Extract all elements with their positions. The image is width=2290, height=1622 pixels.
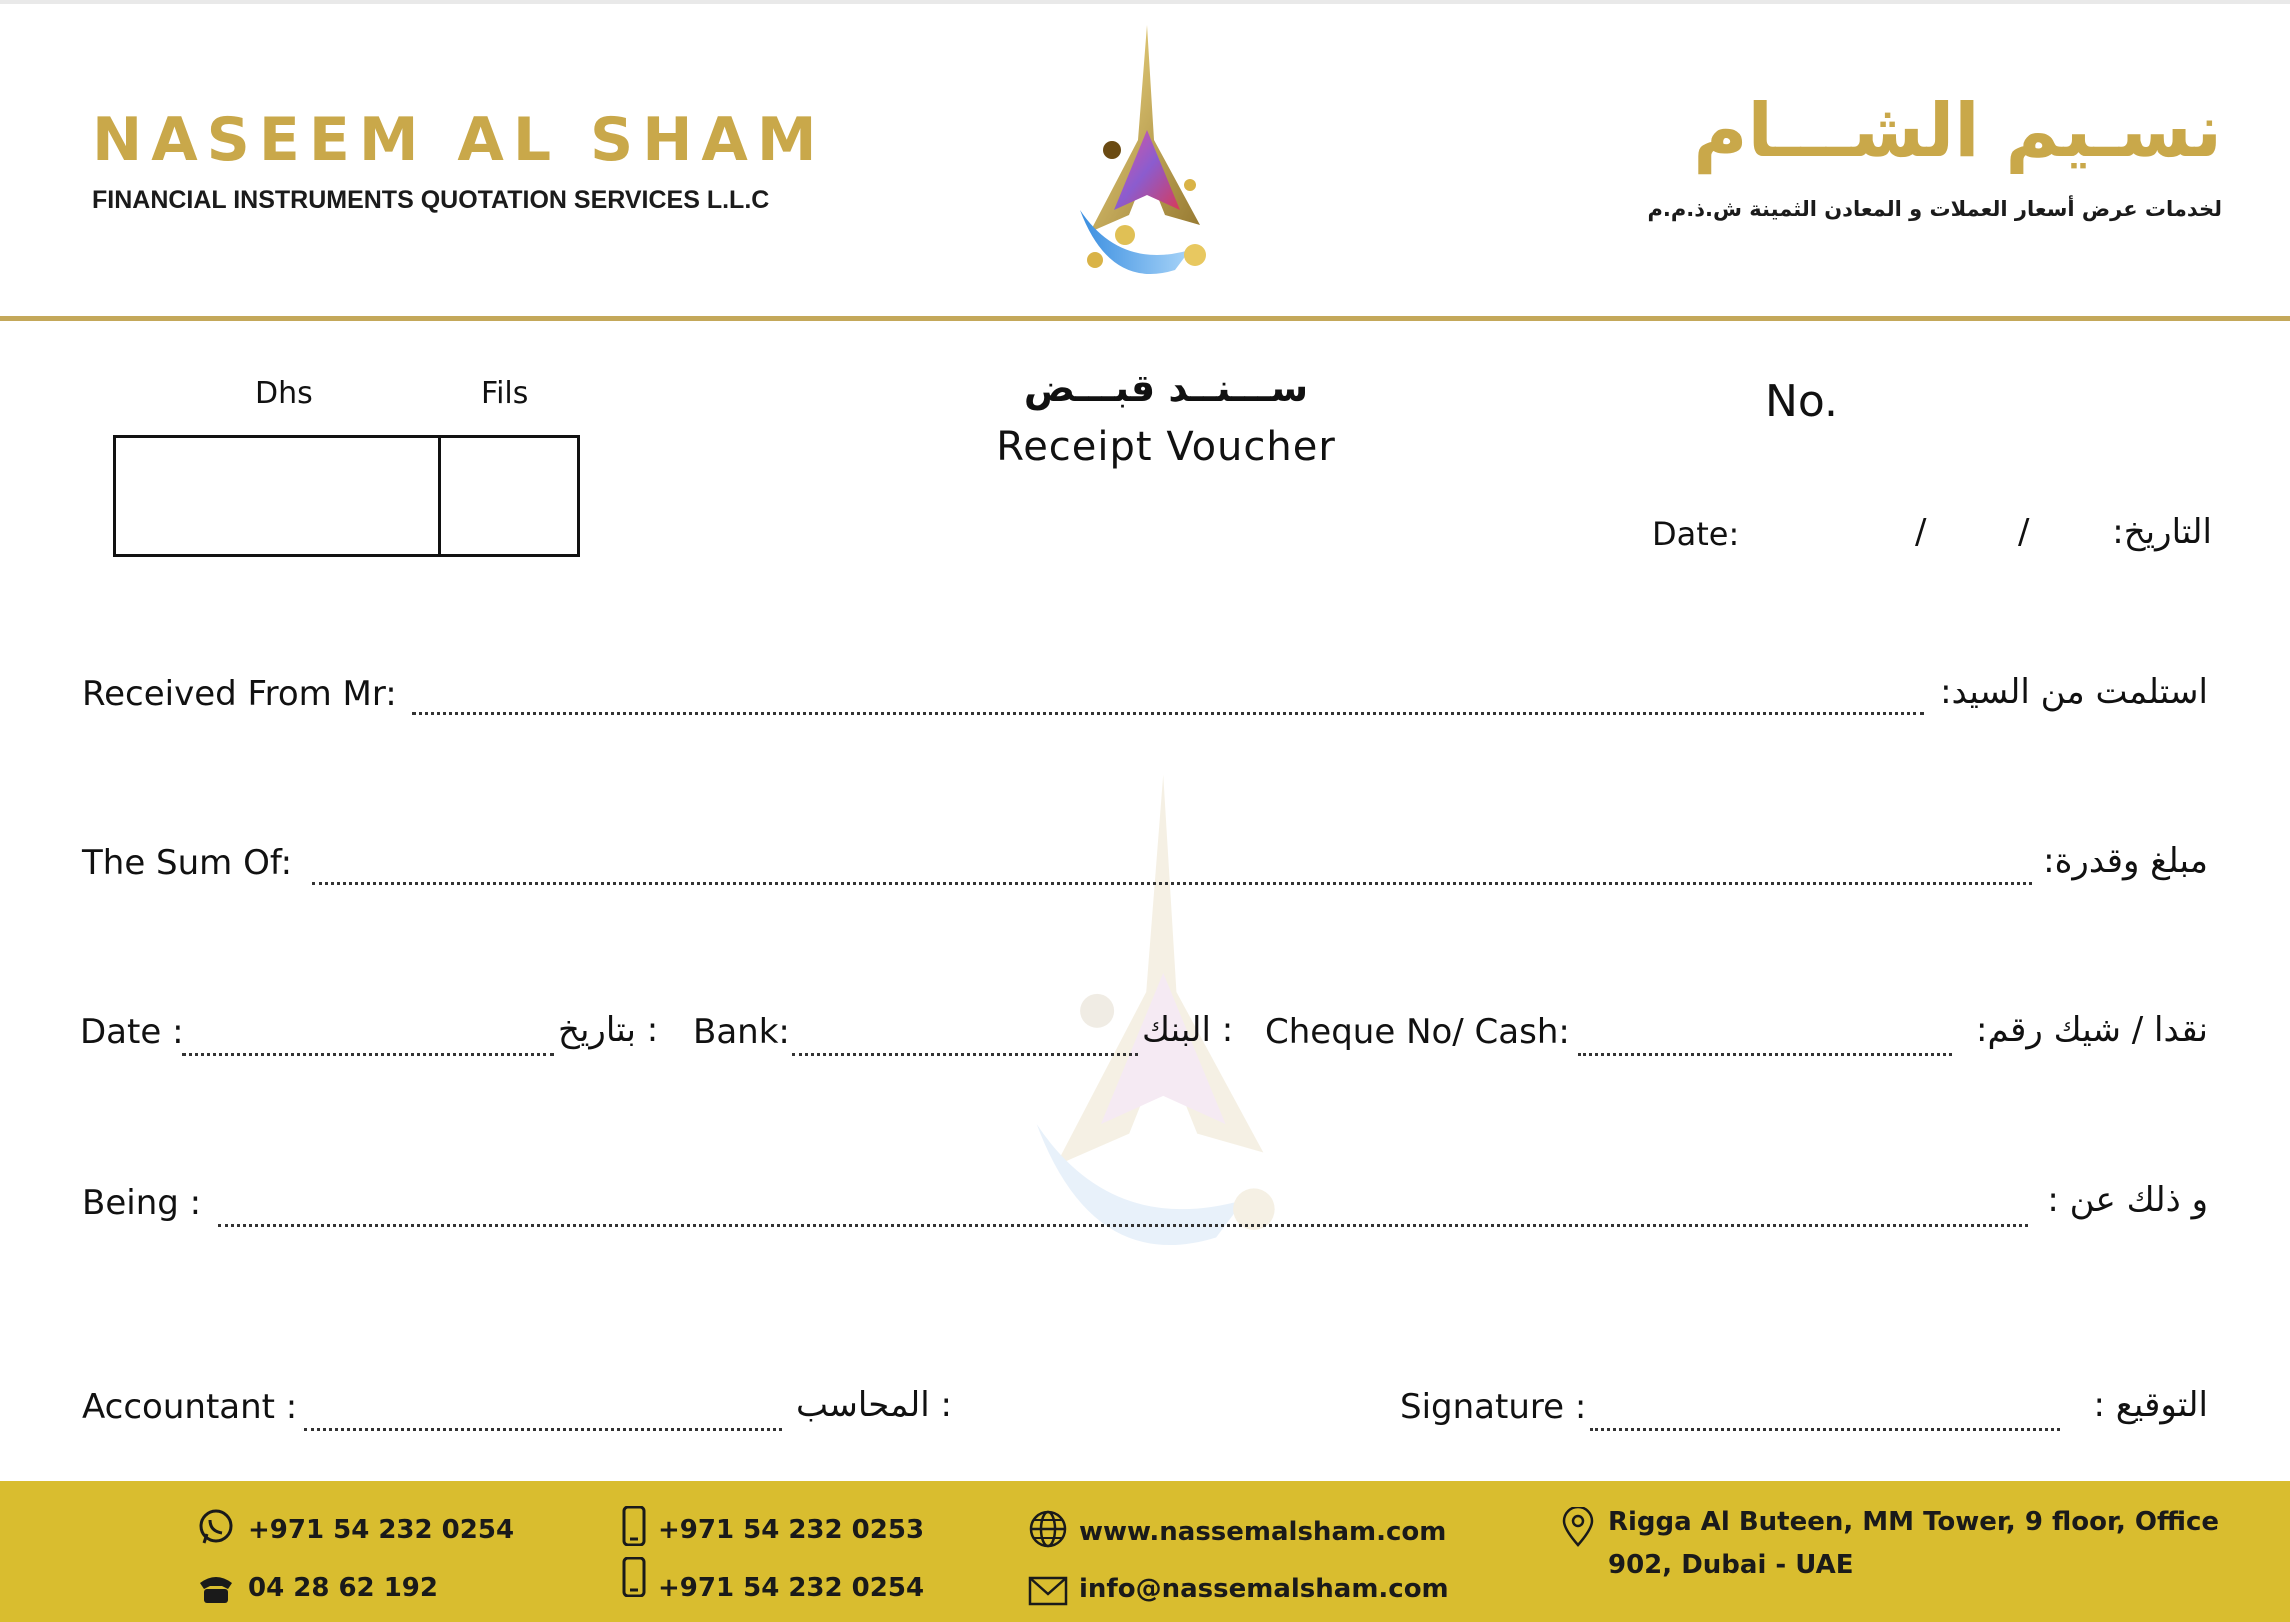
- website-link[interactable]: www.nassemalsham.com: [1079, 1517, 1447, 1547]
- received-from-label-en: Received From Mr:: [82, 674, 397, 714]
- date-separator-2: /: [2018, 512, 2030, 552]
- company-name-ar: نسـيم الشـــام: [1693, 88, 2222, 174]
- bank-label-ar: : البنك: [1142, 1010, 1234, 1050]
- mobile-icon: [614, 1557, 654, 1597]
- title-en: Receipt Voucher: [996, 424, 1336, 470]
- cheque-label-ar: نقدا / شيك رقم:: [1976, 1010, 2208, 1050]
- phone-icon: [196, 1569, 236, 1609]
- bank-field[interactable]: [792, 1053, 1138, 1056]
- signature-label-en: Signature :: [1400, 1387, 1587, 1427]
- whatsapp-number[interactable]: +971 54 232 0254: [248, 1515, 515, 1545]
- payment-date-label-en: Date :: [80, 1012, 184, 1052]
- accountant-field[interactable]: [304, 1428, 782, 1431]
- signature-field[interactable]: [1590, 1428, 2060, 1431]
- company-logo: [1050, 20, 1230, 295]
- signature-label-ar: التوقيع :: [2093, 1385, 2208, 1425]
- date-separator-1: /: [1915, 512, 1927, 552]
- dhs-label: Dhs: [255, 376, 313, 411]
- address-line-2: 902, Dubai - UAE: [1608, 1550, 1854, 1580]
- cheque-field[interactable]: [1578, 1053, 1952, 1056]
- top-border: [0, 0, 2290, 4]
- sum-field[interactable]: [312, 882, 2032, 885]
- mobile-number-2[interactable]: +971 54 232 0254: [658, 1573, 925, 1603]
- amount-fils-field[interactable]: [441, 438, 577, 554]
- voucher-number-label: No.: [1765, 376, 1839, 427]
- whatsapp-icon: [196, 1507, 236, 1547]
- cheque-label-en: Cheque No/ Cash:: [1265, 1012, 1570, 1052]
- sum-label-en: The Sum Of:: [82, 843, 293, 883]
- payment-date-label-ar: : بتاريخ: [558, 1010, 659, 1050]
- being-label-en: Being :: [82, 1183, 202, 1223]
- mail-icon: [1028, 1570, 1068, 1610]
- being-field[interactable]: [218, 1224, 2028, 1227]
- payment-date-field[interactable]: [182, 1053, 554, 1056]
- globe-icon: [1028, 1509, 1068, 1549]
- title-ar: ســـنــد قبـــض: [1023, 366, 1309, 410]
- company-name-en: NASEEM AL SHAM: [92, 105, 826, 175]
- fils-label: Fils: [481, 376, 529, 411]
- mobile-number-1[interactable]: +971 54 232 0253: [658, 1515, 925, 1545]
- accountant-label-ar: : المحاسب: [796, 1385, 952, 1425]
- header-divider: [0, 316, 2290, 321]
- received-from-field[interactable]: [412, 712, 1924, 715]
- being-label-ar: و ذلك عن :: [2047, 1180, 2208, 1220]
- date-label-en: Date:: [1652, 515, 1740, 553]
- bank-label-en: Bank:: [693, 1012, 790, 1052]
- sum-label-ar: مبلغ وقدرة:: [2043, 841, 2208, 881]
- landline-number[interactable]: 04 28 62 192: [248, 1573, 438, 1603]
- mobile-icon: [614, 1506, 654, 1546]
- accountant-label-en: Accountant :: [82, 1387, 298, 1427]
- location-pin-icon: [1558, 1507, 1598, 1547]
- company-subtitle-en: FINANCIAL INSTRUMENTS QUOTATION SERVICES L.L.C: [92, 186, 770, 214]
- company-subtitle-ar: لخدمات عرض أسعار العملات و المعادن الثمينة ش.ذ.م.م: [1647, 197, 2222, 221]
- email-link[interactable]: info@nassemalsham.com: [1079, 1574, 1449, 1604]
- date-label-ar: التاريخ:: [2112, 512, 2212, 552]
- address-line-1: Rigga Al Buteen, MM Tower, 9 floor, Office: [1608, 1507, 2220, 1537]
- received-from-label-ar: استلمت من السيد:: [1940, 672, 2208, 712]
